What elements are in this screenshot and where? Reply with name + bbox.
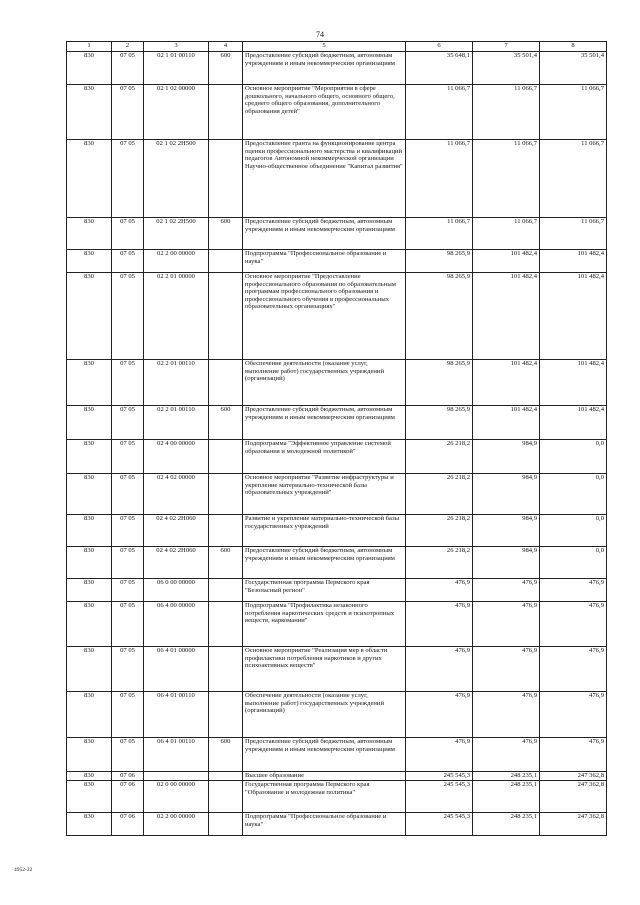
table-row: [67, 474, 607, 515]
amount-cell: 984,9: [473, 440, 540, 474]
amount-cell: 98 265,9: [406, 250, 473, 273]
expense-type-cell: [209, 579, 243, 602]
amount-cell: 101 482,4: [540, 250, 607, 273]
code-cell: 830: [67, 602, 112, 647]
amount-cell: 11 066,7: [540, 85, 607, 140]
description-cell: Государственная программа Пермского края "Безопасный регион": [243, 579, 406, 602]
target-article-cell: 02 2 00 00000: [144, 813, 209, 836]
amount-cell: 11 066,7: [406, 140, 473, 218]
target-article-cell: 02 2 01 00000: [144, 273, 209, 360]
amount-cell: 476,9: [406, 602, 473, 647]
amount-cell: 101 482,4: [473, 250, 540, 273]
expense-type-cell: [209, 781, 243, 813]
budget-table: [66, 41, 607, 836]
code-cell: 830: [67, 360, 112, 406]
expense-type-cell: [209, 360, 243, 406]
expense-type-cell: [209, 515, 243, 547]
expense-type-cell: 600: [209, 406, 243, 440]
target-article-cell: 02 2 01 00110: [144, 360, 209, 406]
section-cell: 07 05: [112, 547, 144, 579]
amount-cell: 26 218,2: [406, 547, 473, 579]
expense-type-cell: 600: [209, 547, 243, 579]
code-cell: 830: [67, 85, 112, 140]
amount-cell: 247 362,8: [540, 813, 607, 836]
section-cell: 07 05: [112, 474, 144, 515]
description-cell: Предоставление субсидий бюджетным, автономным учреждениям и иным некоммерческим организациям: [243, 406, 406, 440]
amount-cell: 476,9: [473, 738, 540, 772]
table-header-row: [67, 42, 607, 52]
amount-cell: 476,9: [540, 692, 607, 738]
description-cell: Подпрограмма "Эффективное управление системой образования и молодежной политикой": [243, 440, 406, 474]
table-row: [67, 406, 607, 440]
target-article-cell: 06 4 01 00110: [144, 738, 209, 772]
target-article-cell: 02 4 02 2Н060: [144, 547, 209, 579]
table-row: [67, 579, 607, 602]
amount-cell: 0,0: [540, 515, 607, 547]
expense-type-cell: [209, 474, 243, 515]
description-cell: Предоставление субсидий бюджетным, автономным учреждениям и иным некоммерческим организациям: [243, 547, 406, 579]
expense-type-cell: [209, 273, 243, 360]
code-cell: 830: [67, 738, 112, 772]
section-cell: 07 05: [112, 360, 144, 406]
description-cell: Предоставление гранта на функционирование центра оценки профессионального мастерства и квалификаций педагогов Автономной некоммерческой организации Научно-общественное объединение "Капитал развития": [243, 140, 406, 218]
amount-cell: 35 501,4: [473, 52, 540, 85]
code-cell: 830: [67, 52, 112, 85]
header-cell: 3: [144, 42, 209, 52]
amount-cell: 98 265,9: [406, 360, 473, 406]
table-row: [67, 738, 607, 772]
footer-code: 4952-22: [14, 867, 33, 873]
table-row: [67, 273, 607, 360]
section-cell: 07 05: [112, 273, 144, 360]
section-cell: 07 05: [112, 218, 144, 250]
amount-cell: 11 066,7: [473, 218, 540, 250]
code-cell: 830: [67, 474, 112, 515]
description-cell: Высшее образование: [243, 772, 406, 781]
section-cell: 07 05: [112, 692, 144, 738]
amount-cell: 248 235,1: [473, 781, 540, 813]
amount-cell: 0,0: [540, 547, 607, 579]
code-cell: 830: [67, 692, 112, 738]
target-article-cell: 02 4 00 00000: [144, 440, 209, 474]
target-article-cell: 06 4 00 00000: [144, 602, 209, 647]
amount-cell: 11 066,7: [540, 140, 607, 218]
header-cell: 4: [209, 42, 243, 52]
description-cell: Подпрограмма "Профессиональное образование и наука": [243, 813, 406, 836]
target-article-cell: 06 4 01 00000: [144, 647, 209, 692]
target-article-cell: 02 1 02 00000: [144, 85, 209, 140]
section-cell: 07 05: [112, 140, 144, 218]
amount-cell: 0,0: [540, 440, 607, 474]
section-cell: 07 05: [112, 515, 144, 547]
amount-cell: 101 482,4: [540, 360, 607, 406]
target-article-cell: 02 4 02 2Н060: [144, 515, 209, 547]
expense-type-cell: [209, 772, 243, 781]
amount-cell: 247 362,8: [540, 781, 607, 813]
amount-cell: 984,9: [473, 474, 540, 515]
amount-cell: 476,9: [406, 579, 473, 602]
amount-cell: 26 218,2: [406, 474, 473, 515]
amount-cell: 476,9: [540, 647, 607, 692]
description-cell: Основное мероприятие "Предоставление профессионального образования по образовательным программам профессионального образования и профессионального обучения в профессиональных образовательных организациях": [243, 273, 406, 360]
table-row: [67, 218, 607, 250]
amount-cell: 476,9: [406, 647, 473, 692]
description-cell: Предоставление субсидий бюджетным, автономным учреждениям и иным некоммерческим организациям: [243, 218, 406, 250]
section-cell: 07 05: [112, 602, 144, 647]
amount-cell: 476,9: [406, 738, 473, 772]
target-article-cell: 02 2 00 00000: [144, 250, 209, 273]
amount-cell: 35 501,4: [540, 52, 607, 85]
section-cell: 07 06: [112, 813, 144, 836]
table-row: [67, 515, 607, 547]
target-article-cell: 02 4 02 00000: [144, 474, 209, 515]
header-cell: 1: [67, 42, 112, 52]
table-row: [67, 360, 607, 406]
target-article-cell: 06 4 01 00110: [144, 692, 209, 738]
expense-type-cell: [209, 85, 243, 140]
amount-cell: 11 066,7: [406, 85, 473, 140]
expense-type-cell: 600: [209, 218, 243, 250]
expense-type-cell: [209, 813, 243, 836]
amount-cell: 101 482,4: [540, 406, 607, 440]
table-row: [67, 647, 607, 692]
amount-cell: 101 482,4: [473, 406, 540, 440]
code-cell: 830: [67, 813, 112, 836]
header-cell: 2: [112, 42, 144, 52]
expense-type-cell: [209, 647, 243, 692]
expense-type-cell: 600: [209, 738, 243, 772]
expense-type-cell: [209, 692, 243, 738]
table-row: [67, 813, 607, 836]
table-row: [67, 781, 607, 813]
amount-cell: 476,9: [406, 692, 473, 738]
table-row: [67, 140, 607, 218]
description-cell: Развитие и укрепление материально-технической базы государственных учреждений: [243, 515, 406, 547]
amount-cell: 245 545,3: [406, 772, 473, 781]
code-cell: 830: [67, 647, 112, 692]
amount-cell: 245 545,3: [406, 813, 473, 836]
description-cell: Обеспечение деятельности (оказание услуг, выполнение работ) государственных учреждений (организаций): [243, 360, 406, 406]
amount-cell: 248 235,1: [473, 813, 540, 836]
amount-cell: 476,9: [540, 738, 607, 772]
header-cell: 6: [406, 42, 473, 52]
amount-cell: 476,9: [473, 579, 540, 602]
section-cell: 07 05: [112, 440, 144, 474]
description-cell: Государственная программа Пермского края "Образование и молодежная политика": [243, 781, 406, 813]
target-article-cell: 02 1 02 2Н500: [144, 140, 209, 218]
code-cell: 830: [67, 772, 112, 781]
table-row: [67, 250, 607, 273]
code-cell: 830: [67, 781, 112, 813]
expense-type-cell: [209, 250, 243, 273]
table-row: [67, 52, 607, 85]
description-cell: Подпрограмма "Профилактика незаконного потребления наркотических средств и психотропных веществ, наркомании": [243, 602, 406, 647]
code-cell: 830: [67, 250, 112, 273]
amount-cell: 476,9: [473, 692, 540, 738]
description-cell: Предоставление субсидий бюджетным, автономным учреждениям и иным некоммерческим организациям: [243, 738, 406, 772]
table-row: [67, 602, 607, 647]
table-row: [67, 692, 607, 738]
code-cell: 830: [67, 140, 112, 218]
section-cell: 07 05: [112, 738, 144, 772]
target-article-cell: 02 0 00 00000: [144, 781, 209, 813]
header-cell: 7: [473, 42, 540, 52]
amount-cell: 101 482,4: [473, 360, 540, 406]
section-cell: 07 06: [112, 772, 144, 781]
amount-cell: 11 066,7: [473, 140, 540, 218]
description-cell: Обеспечение деятельности (оказание услуг, выполнение работ) государственных учреждений (организаций): [243, 692, 406, 738]
amount-cell: 98 265,9: [406, 406, 473, 440]
amount-cell: 101 482,4: [540, 273, 607, 360]
expense-type-cell: [209, 140, 243, 218]
description-cell: Подпрограмма "Профессиональное образование и наука": [243, 250, 406, 273]
amount-cell: 26 218,2: [406, 515, 473, 547]
amount-cell: 476,9: [473, 602, 540, 647]
table-row: [67, 440, 607, 474]
code-cell: 830: [67, 273, 112, 360]
amount-cell: 245 545,3: [406, 781, 473, 813]
code-cell: 830: [67, 547, 112, 579]
amount-cell: 248 235,1: [473, 772, 540, 781]
amount-cell: 984,9: [473, 547, 540, 579]
description-cell: Предоставление субсидий бюджетным, автономным учреждениям и иным некоммерческим организациям: [243, 52, 406, 85]
description-cell: Основное мероприятие "Развитие инфраструктуры и укрепление материально-технической базы образовательных учреждений": [243, 474, 406, 515]
expense-type-cell: 600: [209, 52, 243, 85]
section-cell: 07 05: [112, 52, 144, 85]
amount-cell: 11 066,7: [540, 218, 607, 250]
section-cell: 07 06: [112, 781, 144, 813]
amount-cell: 984,9: [473, 515, 540, 547]
amount-cell: 476,9: [473, 647, 540, 692]
section-cell: 07 05: [112, 647, 144, 692]
section-cell: 07 05: [112, 406, 144, 440]
amount-cell: 0,0: [540, 474, 607, 515]
table-row: [67, 772, 607, 781]
amount-cell: 11 066,7: [473, 85, 540, 140]
description-cell: Основное мероприятие "Реализация мер в области профилактики потребления наркотиков и других психоактивных веществ": [243, 647, 406, 692]
amount-cell: 476,9: [540, 602, 607, 647]
code-cell: 830: [67, 515, 112, 547]
table-row: [67, 85, 607, 140]
target-article-cell: 02 2 01 00110: [144, 406, 209, 440]
header-cell: 8: [540, 42, 607, 52]
code-cell: 830: [67, 440, 112, 474]
target-article-cell: 02 1 01 00110: [144, 52, 209, 85]
target-article-cell: 06 0 00 00000: [144, 579, 209, 602]
description-cell: Основное мероприятие "Мероприятия в сфере дошкольного, начального общего, основного общего, среднего общего образования, дополнительного образования детей": [243, 85, 406, 140]
expense-type-cell: [209, 440, 243, 474]
header-cell: 5: [243, 42, 406, 52]
amount-cell: 26 218,2: [406, 440, 473, 474]
section-cell: 07 05: [112, 250, 144, 273]
code-cell: 830: [67, 579, 112, 602]
section-cell: 07 05: [112, 85, 144, 140]
amount-cell: 101 482,4: [473, 273, 540, 360]
table-row: [67, 547, 607, 579]
target-article-cell: [144, 772, 209, 781]
amount-cell: 11 066,7: [406, 218, 473, 250]
target-article-cell: 02 1 02 2Н500: [144, 218, 209, 250]
amount-cell: 247 362,8: [540, 772, 607, 781]
page-number: 74: [316, 30, 324, 39]
section-cell: 07 05: [112, 579, 144, 602]
amount-cell: 98 265,9: [406, 273, 473, 360]
amount-cell: 476,9: [540, 579, 607, 602]
amount-cell: 35 648,1: [406, 52, 473, 85]
expense-type-cell: [209, 602, 243, 647]
code-cell: 830: [67, 406, 112, 440]
code-cell: 830: [67, 218, 112, 250]
